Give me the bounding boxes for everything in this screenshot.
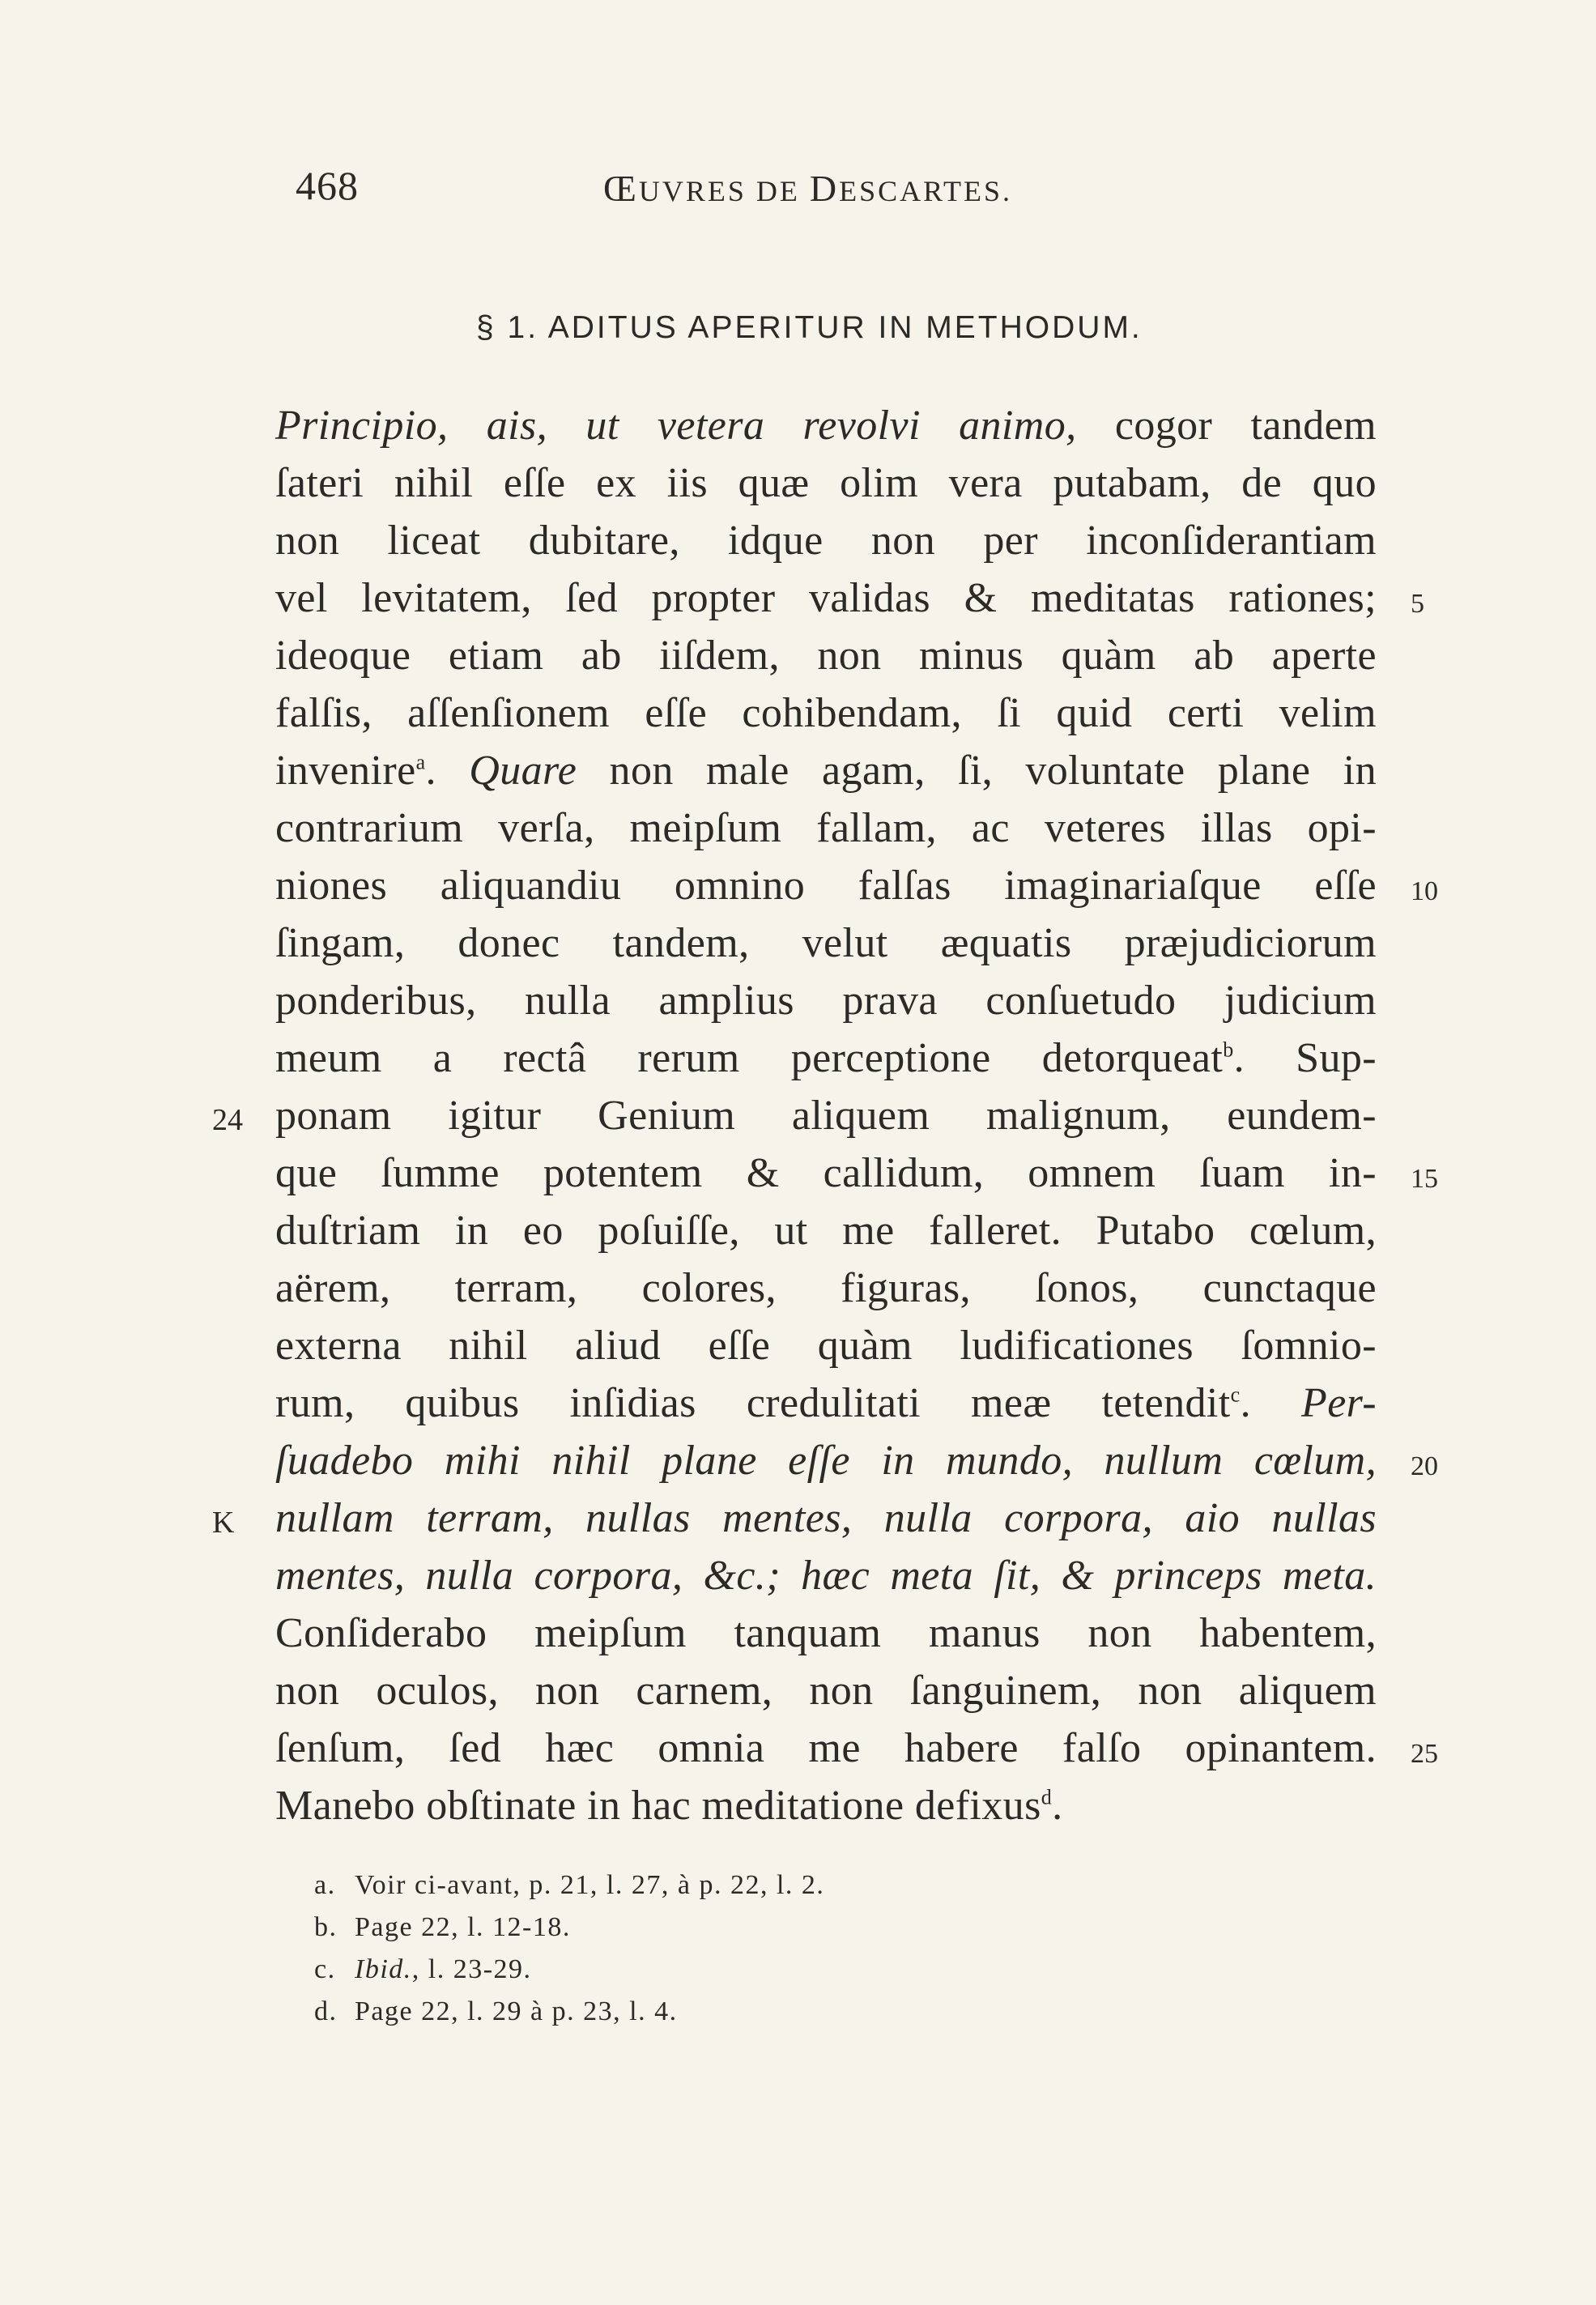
text-line	[275, 742, 1377, 799]
text-span: rum, quibus inſidias credulitati meæ tetendit	[275, 1380, 1231, 1426]
line-number: 20	[1411, 1451, 1438, 1481]
running-head-initial: Œ	[603, 168, 639, 209]
text-span: non oculos, non carnem, non ſanguinem, non aliquem	[275, 1668, 1377, 1714]
text-line	[275, 799, 1377, 857]
text-line	[275, 1662, 1377, 1719]
text-span: cogor tandem	[1076, 403, 1377, 449]
text-span: ſingam, donec tandem, velut æquatis præjudiciorum	[275, 920, 1377, 966]
italic-span: Quare	[469, 748, 577, 794]
text-line	[275, 857, 1377, 914]
footnote-mark: d.	[314, 1996, 338, 2026]
page-number: 468	[296, 163, 359, 208]
margin-mark: K	[212, 1506, 235, 1540]
text-line	[275, 1087, 1377, 1144]
text-span: falſis, aſſenſionem eſſe cohibendam, ſi quid certi velim	[275, 690, 1377, 736]
line-number: 15	[1411, 1164, 1438, 1194]
text-line	[275, 1547, 1377, 1604]
footnote-ref: c	[1230, 1383, 1241, 1407]
footnote-text: Voir ci-avant, p. 21, l. 27, à p. 22, l. 2.	[355, 1870, 825, 1900]
text-line	[275, 1259, 1377, 1317]
footnote	[314, 1991, 1286, 2033]
italic-span: Per-	[1301, 1380, 1377, 1426]
text-span: .	[425, 748, 470, 794]
text-line	[275, 684, 1377, 742]
italic-span: Principio, ais, ut vetera revolvi animo,	[275, 403, 1077, 449]
footnote	[314, 1949, 1286, 1991]
text-line	[275, 914, 1377, 972]
text-span: que ſumme potentem & callidum, omnem ſuam in-	[275, 1150, 1377, 1196]
text-line	[275, 569, 1377, 627]
footnote-text: Ibid., l. 23-29.	[355, 1954, 532, 1984]
footnote-mark: c.	[314, 1954, 336, 1984]
text-line	[275, 1604, 1377, 1662]
running-head	[603, 167, 1012, 210]
italic-span: mentes, nulla corpora, &c.; hæc meta ſit, & princeps meta.	[275, 1553, 1377, 1599]
text-line	[275, 1202, 1377, 1259]
italic-span: nullam terram, nullas mentes, nulla corpora, aio nullas	[275, 1495, 1377, 1541]
text-span: meum a rectâ rerum perceptione detorqueat	[275, 1035, 1224, 1081]
margin-mark: 24	[212, 1103, 243, 1137]
footnotes	[314, 1864, 1286, 2033]
text-span: niones aliquandiu omnino falſas imaginariaſque eſſe	[275, 863, 1377, 909]
italic-span: ſuadebo mihi nihil plane eſſe in mundo, nullum cœlum,	[275, 1438, 1377, 1484]
text-span: contrarium verſa, meipſum fallam, ac veteres illas opi-	[275, 805, 1377, 851]
text-line	[275, 1374, 1377, 1432]
text-line	[275, 454, 1377, 512]
text-line	[275, 1317, 1377, 1374]
line-number: 10	[1411, 876, 1438, 906]
text-line	[275, 1777, 1377, 1834]
text-line	[275, 1719, 1377, 1777]
text-line	[275, 512, 1377, 569]
footnote-ref: a	[415, 750, 426, 774]
footnote-text: Page 22, l. 12-18.	[355, 1912, 571, 1942]
text-line	[275, 1029, 1377, 1087]
text-span: externa nihil aliud eſſe quàm ludificationes ſomnio-	[275, 1323, 1377, 1369]
text-line	[275, 627, 1377, 684]
text-line	[275, 1144, 1377, 1202]
text-line	[275, 397, 1377, 454]
text-span: ponderibus, nulla amplius prava conſuetudo judicium	[275, 978, 1377, 1024]
text-span: non liceat dubitare, idque non per inconſiderantiam	[275, 518, 1377, 564]
footnote-ref: b	[1223, 1037, 1234, 1062]
text-span: vel levitatem, ſed propter validas & meditatas rationes;	[275, 575, 1377, 621]
text-span: ſateri nihil eſſe ex iis quæ olim vera putabam, de quo	[275, 460, 1377, 506]
running-head-initial2: D	[809, 168, 840, 209]
text-span: invenire	[275, 748, 416, 794]
footnote	[314, 1907, 1286, 1949]
running-head-part2: ESCARTES.	[839, 175, 1013, 207]
text-span: ſenſum, ſed hæc omnia me habere falſo opinantem.	[275, 1725, 1377, 1771]
text-span: ponam igitur Genium aliquem malignum, eundem-	[275, 1093, 1377, 1139]
text-span: .	[1240, 1380, 1302, 1426]
text-line	[275, 1489, 1377, 1547]
footnote-text: Page 22, l. 29 à p. 23, l. 4.	[355, 1996, 678, 2026]
text-span: Manebo obſtinate in hac meditatione defixus	[275, 1783, 1041, 1829]
text-span: duſtriam in eo poſuiſſe, ut me falleret. Putabo cœlum,	[275, 1208, 1377, 1254]
line-number: 5	[1411, 589, 1424, 619]
running-head-part1: UVRES DE	[638, 175, 810, 207]
text-span: aërem, terram, colores, figuras, ſonos, cunctaque	[275, 1265, 1377, 1311]
text-span: non male agam, ſi, voluntate plane in	[577, 748, 1377, 794]
footnote-ref: d	[1041, 1785, 1053, 1809]
line-number: 25	[1411, 1739, 1438, 1769]
text-line	[275, 972, 1377, 1029]
text-span: .	[1052, 1783, 1063, 1829]
text-span: Conſiderabo meipſum tanquam manus non habentem,	[275, 1610, 1377, 1656]
text-span: ideoque etiam ab iiſdem, non minus quàm ab aperte	[275, 633, 1377, 679]
footnote-mark: b.	[314, 1912, 338, 1942]
footnote	[314, 1864, 1286, 1907]
section-heading: § 1. ADITUS APERITUR IN METHODUM.	[476, 310, 1143, 345]
text-span: . Sup-	[1233, 1035, 1377, 1081]
footnote-mark: a.	[314, 1870, 336, 1900]
text-line	[275, 1432, 1377, 1489]
